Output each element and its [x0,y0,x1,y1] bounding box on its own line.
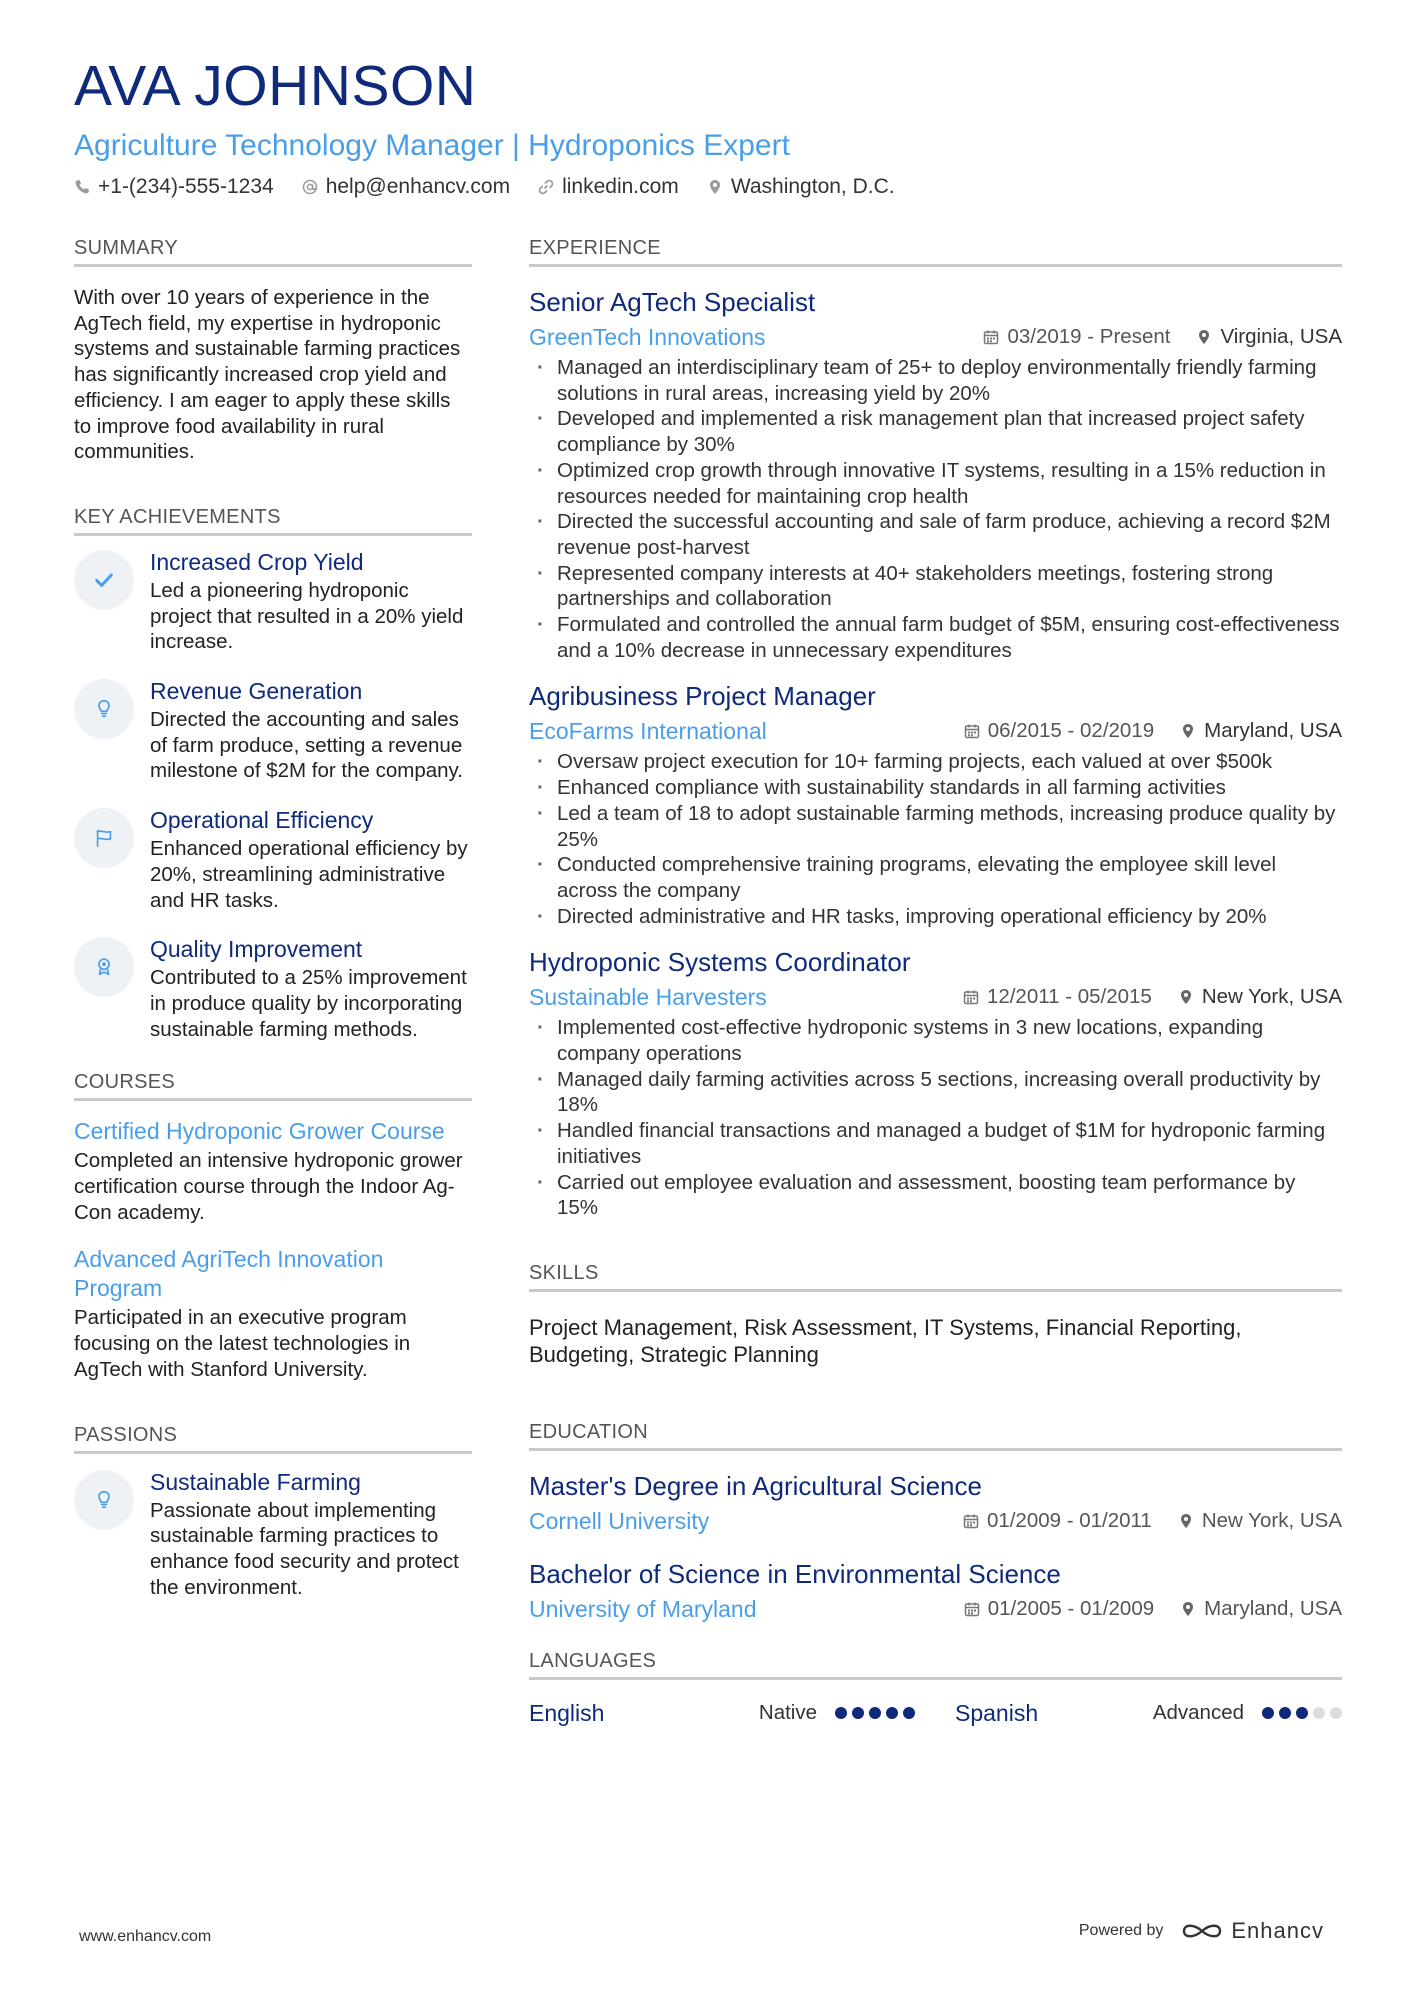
job-meta [529,715,1342,747]
rating-dot-filled [869,1707,881,1719]
achievements-list [74,548,472,1042]
location-text: Washington, D.C. [730,175,895,198]
language-rating [835,1707,915,1719]
school-name: Cornell University [529,1507,710,1534]
rating-dot-filled [1262,1707,1274,1719]
achievement-item [74,806,472,913]
achievement-desc: Directed the accounting and sales of farm produce, setting a revenue milestone of $2M for the company. [150,708,463,783]
course-desc: Participated in an executive program focusing on the latest technologies in AgTech with Stanford University. [74,1306,411,1381]
infinity-logo-icon [1181,1920,1223,1942]
summary-heading: SUMMARY [74,236,472,267]
job-meta [529,981,1342,1013]
achievement-item [74,935,472,1042]
job-bullet: · Implemented cost-effective hydroponic systems in 3 new locations, expanding company operations [529,1015,1342,1066]
calendar-icon [983,329,999,345]
contact-linkedin[interactable] [538,174,679,200]
passion-icon-wrap [74,1470,134,1530]
lightbulb-icon [93,698,115,720]
education-location: Maryland, USA [1204,1596,1342,1620]
job-bullet: · Represented company interests at 40+ stakeholders meetings, fostering strong partnerships and collaboration [529,561,1342,612]
rating-dot-filled [1279,1707,1291,1719]
achievement-icon-wrap [74,808,134,868]
course-title: Certified Hydroponic Grower Course [74,1118,445,1145]
job-bullet: · Handled financial transactions and managed a budget of $1M for hydroponic farming initiatives [529,1118,1342,1169]
job-bullet: · Carried out employee evaluation and assessment, boosting team performance by 15% [529,1170,1342,1221]
company-name: GreenTech Innovations [529,324,766,350]
achievement-icon-wrap [74,937,134,997]
at-icon [302,179,318,195]
passion-title: Sustainable Farming [150,1468,361,1495]
job-bullet: · Managed daily farming activities across 5 sections, increasing overall productivity by 18% [529,1067,1342,1118]
job-title: Hydroponic Systems Coordinator [529,947,911,978]
school-name: University of Maryland [529,1595,757,1622]
achievements-heading: KEY ACHIEVEMENTS [74,505,472,536]
job-location: New York, USA [1201,985,1342,1009]
job-title: Agribusiness Project Manager [529,681,876,712]
lightbulb-icon [93,1489,115,1511]
location-pin-icon [1180,1601,1196,1617]
summary-text: With over 10 years of experience in the AgTech field, my expertise in hydroponic systems and sustainable farming practices has significantly increased crop yield and efficiency. I am eager to apply these skills to improve food availability in rural communities. [74,286,461,464]
location-pin-icon [1180,723,1196,739]
achievement-title: Quality Improvement [150,936,363,963]
passion-item [74,1468,472,1601]
location-pin-icon [707,179,723,195]
rating-dot-filled [886,1707,898,1719]
job-bullet: · Developed and implemented a risk management plan that increased project safety compliance by 30% [529,406,1342,457]
course-title: Advanced AgriTech Innovation Program [74,1246,384,1302]
job-dates: 12/2011 - 05/2015 [986,985,1152,1009]
job-bullet: · Managed an interdisciplinary team of 25+ to deploy environmentally friendly farming solutions in rural areas, increasing yield by 20% [529,355,1342,406]
calendar-icon [964,723,980,739]
job-meta [529,321,1342,353]
email-text: help@enhancv.com [325,175,511,198]
rating-dot-filled [903,1707,915,1719]
contact-row [74,174,1344,200]
achievement-desc: Enhanced operational efficiency by 20%, streamlining administrative and HR tasks. [150,837,468,912]
award-icon [93,956,115,978]
language-name: English [529,1699,605,1726]
job-bullet: · Oversaw project execution for 10+ farming projects, each valued at over $500k [529,749,1342,775]
language-rating [1262,1707,1342,1719]
rating-dot-empty [1313,1707,1325,1719]
rating-dot-filled [852,1707,864,1719]
job-location: Maryland, USA [1204,719,1342,743]
course-item [74,1117,472,1225]
education-meta [529,1593,1342,1625]
education-location: New York, USA [1201,1508,1342,1532]
candidate-name: AVA JOHNSON [74,54,477,118]
job-entry [529,285,1342,663]
linkedin-text: linkedin.com [562,175,679,198]
calendar-icon [964,1601,980,1617]
education-dates: 01/2009 - 01/2011 [986,1508,1152,1532]
rating-dot-filled [1296,1707,1308,1719]
achievement-item [74,677,472,784]
experience-heading: EXPERIENCE [529,236,1342,267]
achievement-item [74,548,472,655]
passions-list [74,1468,472,1601]
languages-heading: LANGUAGES [529,1649,1342,1680]
degree-title: Bachelor of Science in Environmental Science [529,1558,1061,1589]
degree-title: Master's Degree in Agricultural Science [529,1470,982,1501]
achievement-desc: Led a pioneering hydroponic project that resulted in a 20% yield increase. [150,578,464,654]
calendar-icon [963,1513,979,1529]
job-bullet: · Optimized crop growth through innovative IT systems, resulting in a 15% reduction in resources needed for maintaining crop health [529,458,1342,509]
language-level: Native [758,1701,817,1725]
right-column [529,236,1342,1727]
enhancv-logo[interactable] [1181,1918,1324,1944]
achievement-icon-wrap [74,679,134,739]
achievement-title: Increased Crop Yield [150,548,364,575]
resume-header [74,54,1344,200]
job-entry [529,945,1342,1221]
passions-heading: PASSIONS [74,1423,472,1454]
phone-text: +1-(234)-555-1234 [98,175,274,198]
job-bullet: · Formulated and controlled the annual farm budget of $5M, ensuring cost-effectiveness and a 10% decrease in unnecessary expenditures [529,612,1342,663]
achievement-icon-wrap [74,550,134,610]
location-pin-icon [1178,1513,1194,1529]
job-bullets [529,749,1342,929]
language-item [955,1700,1342,1727]
education-entry [529,1557,1342,1625]
link-icon [538,179,554,195]
education-heading: EDUCATION [529,1420,1342,1451]
skills-heading: SKILLS [529,1261,1342,1292]
job-bullet: · Directed the successful accounting and sale of farm produce, achieving a record $2M revenue post-harvest [529,509,1342,560]
course-item [74,1245,472,1382]
education-meta [529,1505,1342,1537]
location-pin-icon [1196,329,1212,345]
check-icon [93,569,115,591]
rating-dot-filled [835,1707,847,1719]
education-entry [529,1469,1342,1537]
job-dates: 06/2015 - 02/2019 [987,719,1155,743]
job-dates: 03/2019 - Present [1007,325,1171,348]
company-name: Sustainable Harvesters [529,984,767,1011]
powered-by-text: Powered by [1078,1922,1164,1939]
rating-dot-empty [1330,1707,1342,1719]
language-item [529,1700,955,1727]
job-bullets [529,355,1342,663]
job-bullet: · Enhanced compliance with sustainability standards in all farming activities [529,775,1342,801]
footer-website[interactable]: www.enhancv.com [79,1928,212,1945]
job-location: Virginia, USA [1220,325,1342,348]
contact-phone[interactable] [74,174,274,200]
skills-text: Project Management, Risk Assessment, IT Systems, Financial Reporting, Budgeting, Strategic Planning [529,1314,1242,1367]
job-bullet: · Directed administrative and HR tasks, improving operational efficiency by 20% [529,904,1342,930]
candidate-title: Agriculture Technology Manager | Hydroponics Expert [74,129,790,162]
contact-email[interactable] [302,174,510,200]
job-bullet: · Conducted comprehensive training programs, elevating the employee skill level across the company [529,852,1342,903]
contact-location [707,174,895,200]
left-column [74,236,472,1622]
location-pin-icon [1178,989,1194,1005]
achievement-title: Revenue Generation [150,678,363,705]
footer-branding [1079,1918,1324,1944]
job-title: Senior AgTech Specialist [529,287,816,317]
languages-list [529,1700,1342,1727]
job-bullets [529,1015,1342,1221]
language-level: Advanced [1152,1701,1244,1725]
courses-heading: COURSES [74,1070,472,1101]
achievement-title: Operational Efficiency [150,807,374,834]
language-name: Spanish [955,1699,1039,1726]
flag-icon [93,827,115,849]
brand-name: Enhancv [1231,1918,1324,1943]
phone-icon [74,179,90,195]
course-desc: Completed an intensive hydroponic grower certification course through the Indoor Ag-Con academy. [74,1149,463,1224]
education-dates: 01/2005 - 01/2009 [987,1596,1155,1620]
passion-desc: Passionate about implementing sustainable farming practices to enhance food security and protect the environment. [150,1498,459,1599]
job-bullet: · Led a team of 18 to adopt sustainable farming methods, increasing produce quality by 25% [529,801,1342,852]
job-entry [529,679,1342,929]
calendar-icon [963,989,979,1005]
achievement-desc: Contributed to a 25% improvement in produce quality by incorporating sustainable farming methods. [150,966,467,1041]
company-name: EcoFarms International [529,718,767,745]
